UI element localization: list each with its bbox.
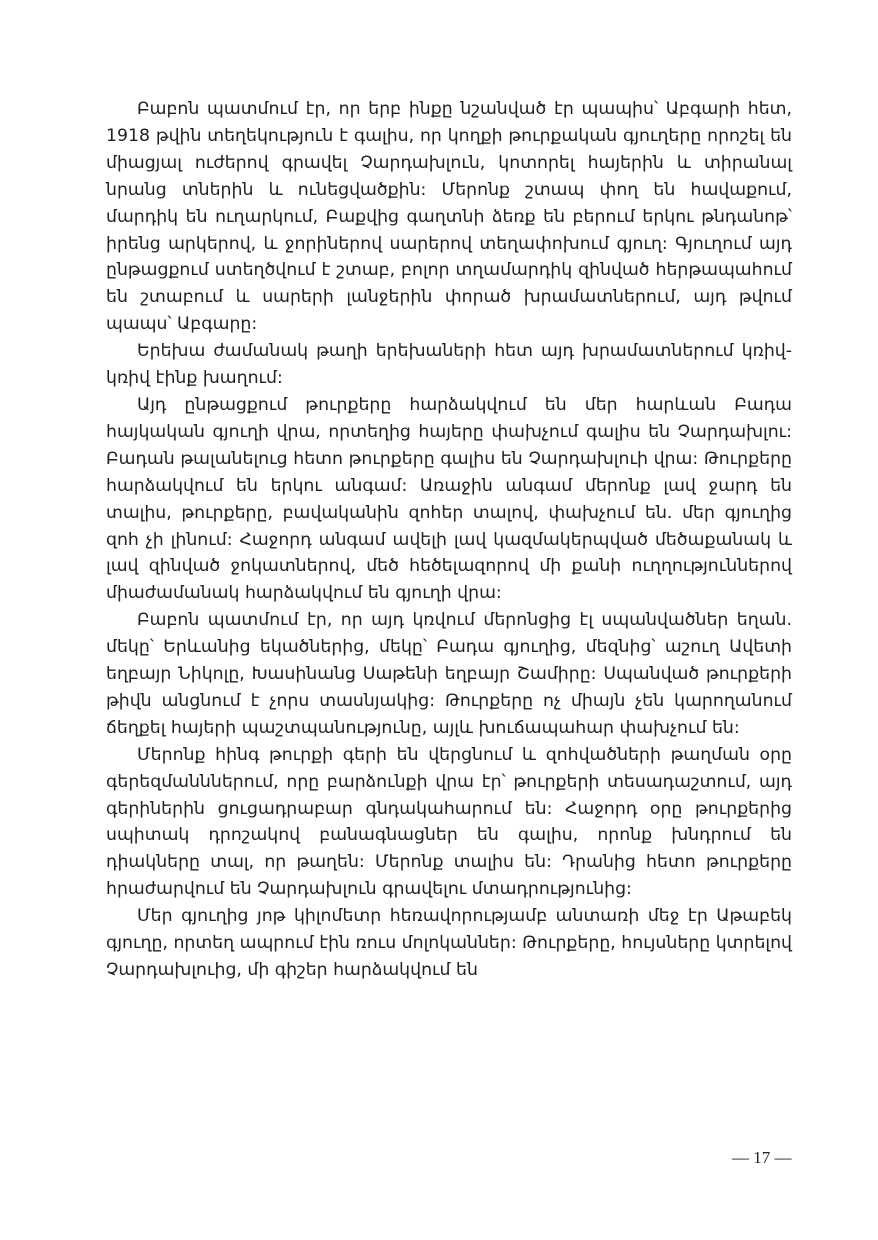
paragraph-1: Բաբոն պատմում էր, որ երբ ինքը նշանված էր պապիս՝ Աբգարի հետ, 1918 թվին տեղեկություն է գալիս, որ կողքի թուրքական գյուղերը որոշել են միացյալ ուժերով գրավել Չարդախլուն, կոտորել հայերին և տիրանալ նրանց տներին և ունեցվածքին: Մերոնք շտապ փող են հավաքում, մարդիկ են ուղարկում, Բաքվից գաղտնի ձեռք են բերում երկու թնդանոթ՝ իրենց արկերով, և ջորիներով սարերով տեղափոխում գյուղ: Գյուղում այդ ընթացքում ստեղծվում է շտաբ, բոլոր տղամարդիկ զինված հերթապահում են շտաբում և սարերի լանջերին փորած խրամատներում, այդ թվում պապս՝ Աբգարը: — [106, 99, 792, 335]
paragraph-4: Բաբոն պատմում էր, որ այդ կռվում մերոնցից էլ սպանվածներ եղան. մեկը՝ Երևանից եկածներից, մեկը՝ Բադա գյուղից, մեզնից՝ աշուղ Ավետի եղբայր Նիկոլը, Խասինանց Սաթենի եղբայր Շամիրը: Սպանված թուրքերի թիվն անցնում է չորս տասնյակից: Թուրքերը ոչ միայն չեն կարողանում ճեղքել հայերի պաշտպանությունը, այլև խուճապահար փախչում են: — [106, 610, 792, 738]
paragraph-5: Մերոնք հինգ թուրքի գերի են վերցնում և զոհվածների թաղման օրը գերեզմանններում, որը բարձունքի վրա էր՝ թուրքերի տեսադաշտում, այդ գերիներին ցուցադրաբար գնդակահարում են: Հաջորդ օրը թուրքերից սպիտակ դրոշակով բանագնացներ են գալիս, որոնք խնդրում են դիակները տալ, որ թաղեն: Մերոնք տալիս են: Դրանից հետո թուրքերը հրաժարվում են Չարդախլուն գրավելու մտադրությունից: — [106, 744, 792, 900]
page-body — [106, 96, 792, 984]
paragraph-6: Մեր գյուղից յոթ կիլոմետր հեռավորությամբ անտառի մեջ էր Աթաբեկ գյուղը, որտեղ ապրում էին ռուս մոլոկաններ: Թուրքերը, հույսները կտրելով Չարդախլուից, մի գիշեր հարձակվում են — [106, 906, 792, 980]
paragraph-2: Երեխա ժամանակ թաղի երեխաների հետ այդ խրամատներում կռիվ-կռիվ էինք խաղում: — [106, 341, 792, 389]
paragraph-3: Այդ ընթացքում թուրքերը հարձակվում են մեր հարևան Բադա հայկական գյուղի վրա, որտեղից հայերը փախչում գալիս են Չարդախլու: Բադան թալանելուց հետո թուրքերը գալիս են Չարդախլուի վրա: Թուրքերը հարձակվում են երկու անգամ: Առաջին անգամ մերոնք լավ ջարդ են տալիս, թուրքերը, բավականին զոհեր տալով, փախչում են. մեր գյուղից զոհ չի լինում: Հաջորդ անգամ ավելի լավ կազմակերպված մեծաքանակ և լավ զինված ջոկատներով, մեծ հեծելազորով մի քանի ուղղություններով միաժամանակ հարձակվում են գյուղի վրա: — [106, 394, 792, 604]
page-number: — 17 — — [732, 1148, 792, 1167]
